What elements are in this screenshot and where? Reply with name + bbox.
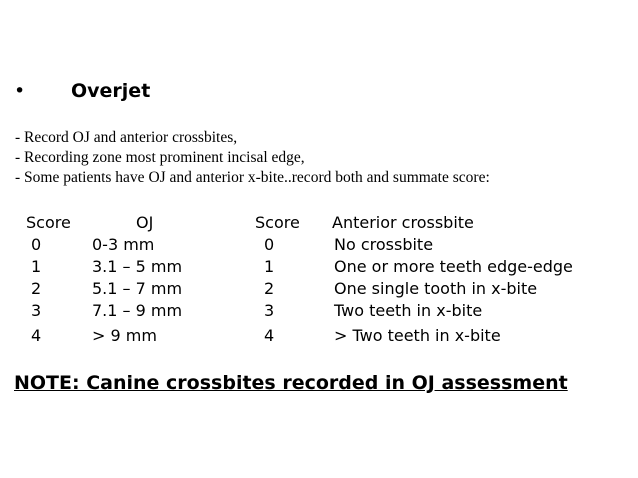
crossbite-score: 0 [264,235,275,254]
table-row [0,301,638,323]
oj-score: 0 [31,235,42,254]
crossbite-score: 4 [264,326,275,345]
notes-list [15,128,490,188]
crossbite-description: > Two teeth in x-bite [334,326,501,345]
crossbite-score: 3 [264,301,275,320]
table-row [0,257,638,279]
canine-note: NOTE: Canine crossbites recorded in OJ assessment [14,372,568,394]
oj-range: 3.1 – 5 mm [92,257,183,276]
crossbite-description: Two teeth in x-bite [334,301,483,320]
crossbite-score: 1 [264,257,275,276]
oj-range: 5.1 – 7 mm [92,279,183,298]
table-header-row [0,213,638,235]
header-score-oj: Score [26,213,71,232]
oj-range: 0-3 mm [92,235,155,254]
note-line: - Recording zone most prominent incisal edge, [15,149,305,166]
oj-score: 4 [31,326,42,345]
oj-score: 2 [31,279,42,298]
header-anterior-crossbite: Anterior crossbite [332,213,474,232]
oj-range: > 9 mm [92,326,157,345]
bullet-point: • [14,80,26,102]
oj-score: 1 [31,257,42,276]
header-score-crossbite: Score [255,213,300,232]
table-row [0,279,638,301]
crossbite-description: No crossbite [334,235,434,254]
note-line: - Record OJ and anterior crossbites, [15,129,238,146]
oj-range: 7.1 – 9 mm [92,301,183,320]
slide-title: Overjet [71,80,151,102]
table-row [0,235,638,257]
table-row [0,326,638,348]
header-oj: OJ [136,213,154,232]
note-line: - Some patients have OJ and anterior x-bite..record both and summate score: [15,169,490,186]
crossbite-score: 2 [264,279,275,298]
oj-score: 3 [31,301,42,320]
crossbite-description: One or more teeth edge-edge [334,257,573,276]
crossbite-description: One single tooth in x-bite [334,279,538,298]
